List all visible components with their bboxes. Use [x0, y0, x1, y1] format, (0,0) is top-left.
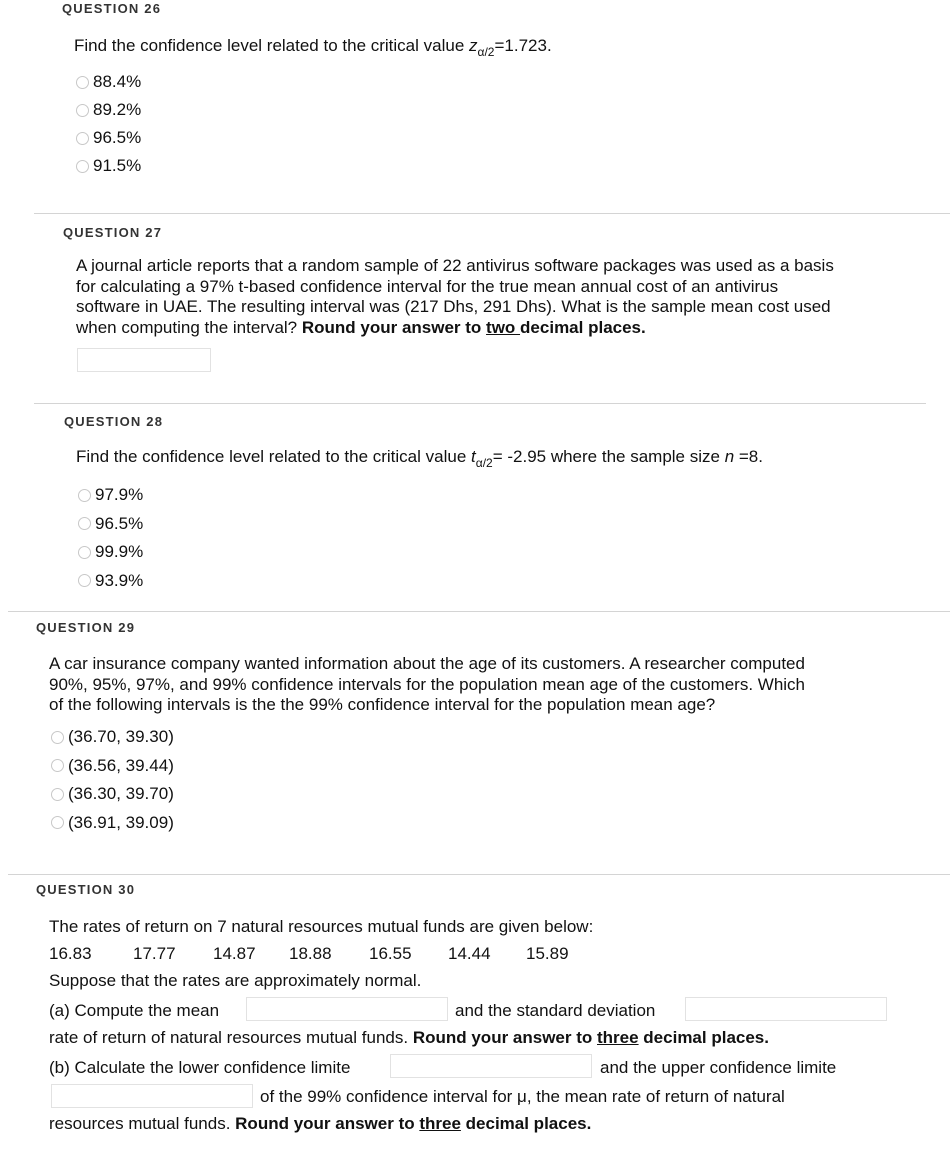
rate-value: 14.87 — [213, 944, 256, 963]
round-underlined: three — [597, 1028, 639, 1047]
question-29-prompt — [49, 654, 929, 716]
round-text: Round your answer to — [235, 1114, 420, 1133]
radio-button[interactable] — [76, 132, 89, 145]
option-row[interactable] — [51, 780, 174, 809]
round-text: Round your answer to — [301, 317, 487, 337]
radio-button[interactable] — [76, 104, 89, 117]
question-30-intro: The rates of return on 7 natural resources mutual funds are given below: — [49, 917, 594, 936]
round-text: decimal places. — [460, 1114, 592, 1133]
divider — [8, 611, 950, 612]
prompt-line — [76, 318, 926, 339]
prompt-text: resources mutual funds. — [49, 1114, 236, 1133]
rate-value: 16.55 — [369, 944, 412, 963]
option-label: (36.91, 39.09) — [68, 812, 174, 832]
radio-button[interactable] — [78, 546, 91, 559]
option-label: 91.5% — [93, 156, 142, 175]
round-underlined: two — [486, 317, 521, 337]
round-instruction — [302, 318, 646, 337]
round-text: Round your answer to — [412, 1028, 597, 1047]
round-underlined: three — [419, 1114, 461, 1133]
option-label: (36.70, 39.30) — [68, 727, 174, 747]
option-row[interactable] — [78, 510, 143, 539]
option-label: 88.4% — [93, 72, 142, 91]
prompt-text: Find the confidence level related to the critical value — [76, 447, 472, 466]
prompt-line: for calculating a 97% t-based confidence interval for the true mean annual cost of an antivirus — [76, 276, 779, 296]
std-dev-label: and the standard deviation — [455, 1001, 656, 1020]
option-row[interactable] — [76, 152, 141, 180]
question-26-prompt — [74, 36, 552, 57]
option-label: 96.5% — [95, 513, 144, 533]
option-row[interactable] — [51, 809, 174, 838]
option-label: 93.9% — [95, 570, 144, 590]
rate-value: 17.77 — [133, 944, 176, 963]
prompt-text: when computing the interval? — [76, 317, 302, 337]
question-27-prompt — [76, 256, 926, 338]
question-28-options — [78, 481, 143, 595]
std-dev-input[interactable] — [685, 997, 887, 1021]
question-29-title: QUESTION 29 — [36, 620, 136, 635]
round-text: decimal places. — [520, 317, 646, 337]
part-b-line2: of the 99% confidence interval for μ, the mean rate of return of natural — [260, 1087, 785, 1106]
prompt-line: software in UAE. The resulting interval was (217 Dhs, 291 Dhs). What is the sample mean cost used — [76, 297, 831, 316]
radio-button[interactable] — [51, 788, 64, 801]
prompt-text: = -2.95 where the sample size — [492, 447, 725, 466]
rate-value: 18.88 — [289, 944, 332, 963]
prompt-line: of the following intervals is the the 99% confidence interval for the population mean age? — [49, 695, 716, 714]
question-26-options — [76, 68, 141, 180]
radio-button[interactable] — [78, 489, 91, 502]
critical-value: =1.723. — [494, 36, 552, 55]
radio-button[interactable] — [76, 160, 89, 173]
radio-button[interactable] — [78, 517, 91, 530]
radio-button[interactable] — [51, 759, 64, 772]
option-label: (36.56, 39.44) — [68, 755, 174, 775]
sample-size-value: =8. — [734, 447, 763, 466]
part-b-line3 — [49, 1114, 591, 1134]
option-label: 99.9% — [95, 542, 144, 562]
radio-button[interactable] — [51, 731, 64, 744]
option-row[interactable] — [76, 96, 141, 124]
critical-var: t — [471, 447, 476, 466]
radio-button[interactable] — [51, 816, 64, 829]
option-row[interactable] — [51, 752, 174, 781]
option-label: 89.2% — [93, 100, 142, 119]
round-instruction — [235, 1114, 591, 1133]
round-instruction — [413, 1028, 769, 1047]
option-row[interactable] — [78, 538, 143, 567]
option-row[interactable] — [76, 124, 141, 152]
question-30-title: QUESTION 30 — [36, 882, 136, 897]
prompt-line: A car insurance company wanted information about the age of its customers. A researcher computed — [49, 654, 805, 673]
prompt-line: A journal article reports that a random sample of 22 antivirus software packages was used as a basis — [76, 256, 834, 275]
round-text: decimal places. — [638, 1028, 769, 1047]
option-label: (36.30, 39.70) — [68, 784, 174, 804]
upper-limit-input[interactable] — [51, 1084, 253, 1108]
prompt-line: 90%, 95%, 97%, and 99% confidence intervals for the population mean age of the customers. Which — [49, 674, 806, 694]
normal-statement: Suppose that the rates are approximately normal. — [49, 971, 422, 990]
question-27-title: QUESTION 27 — [63, 225, 163, 240]
part-a-line2 — [49, 1028, 769, 1048]
critical-sub: α/2 — [475, 456, 493, 470]
sample-mean-answer-input[interactable] — [77, 348, 211, 372]
option-label: 96.5% — [93, 128, 142, 147]
rate-value: 16.83 — [49, 944, 92, 963]
sample-size-var: n — [724, 447, 735, 466]
lower-limit-input[interactable] — [390, 1054, 592, 1078]
question-26-title: QUESTION 26 — [62, 1, 162, 16]
critical-var: z — [469, 36, 478, 55]
prompt-text: Find the confidence level related to the critical value — [74, 36, 470, 55]
question-29-options — [51, 723, 174, 837]
prompt-text: rate of return of natural resources mutual funds. — [49, 1028, 413, 1047]
critical-sub: α/2 — [477, 45, 495, 59]
divider — [34, 213, 950, 214]
option-row[interactable] — [78, 481, 143, 510]
option-row[interactable] — [76, 68, 141, 96]
radio-button[interactable] — [78, 574, 91, 587]
divider — [8, 874, 950, 875]
divider — [34, 403, 926, 404]
part-a-label: (a) Compute the mean — [49, 1001, 220, 1020]
option-row[interactable] — [78, 567, 143, 596]
option-label: 97.9% — [95, 485, 144, 505]
upper-limit-label: and the upper confidence limite — [600, 1058, 837, 1077]
radio-button[interactable] — [76, 76, 89, 89]
rate-value: 14.44 — [448, 944, 491, 963]
question-28-title: QUESTION 28 — [64, 414, 164, 429]
rate-value: 15.89 — [526, 944, 569, 963]
part-b-label: (b) Calculate the lower confidence limite — [49, 1058, 351, 1077]
mean-input[interactable] — [246, 997, 448, 1021]
question-28-prompt — [76, 447, 763, 468]
option-row[interactable] — [51, 723, 174, 752]
